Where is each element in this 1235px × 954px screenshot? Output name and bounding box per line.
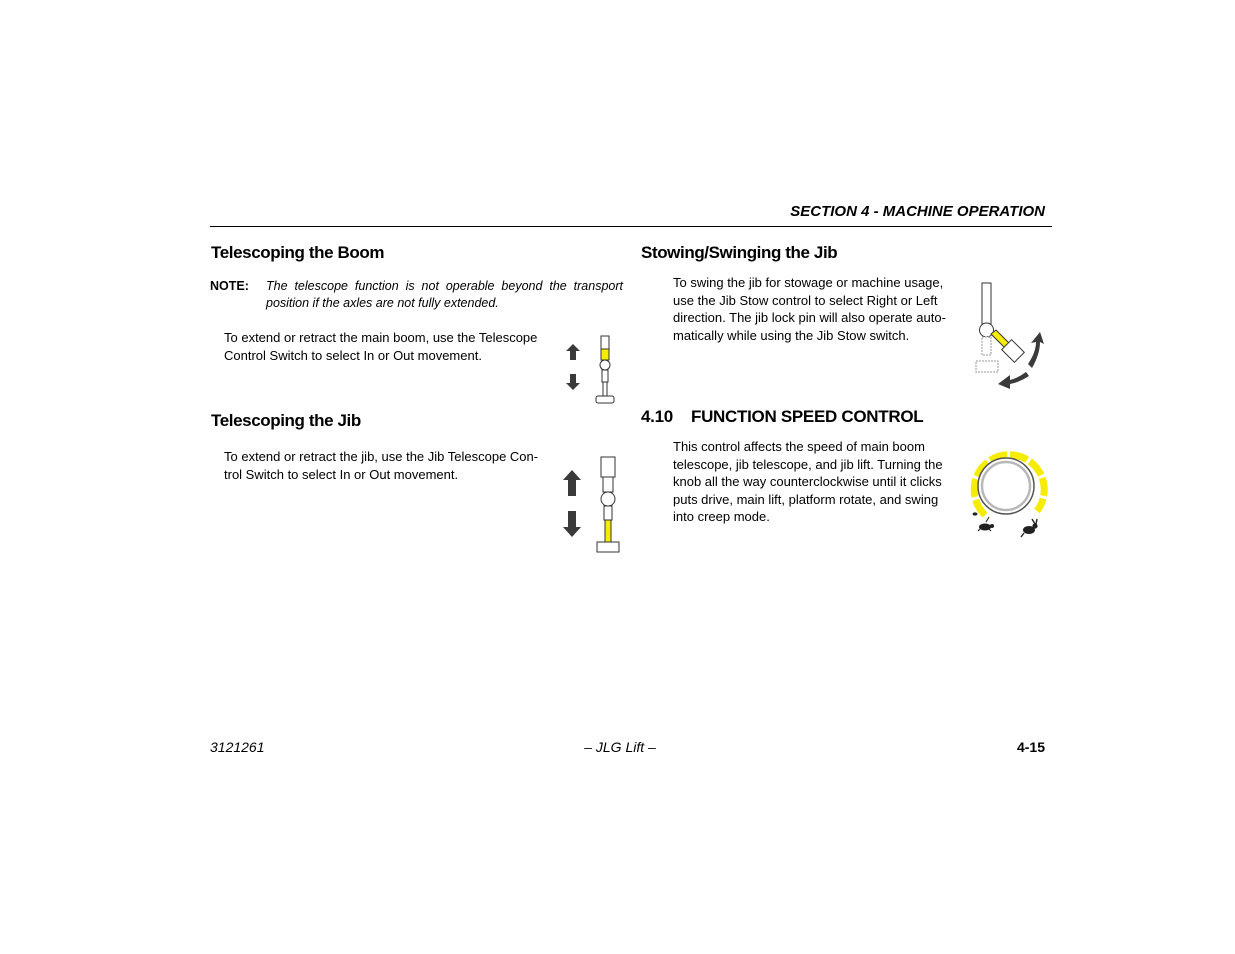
section-header: SECTION 4 - MACHINE OPERATION <box>790 203 1045 220</box>
paragraph-line: telescope, jib telescope, and jib lift. Turning the <box>673 456 943 472</box>
section-number: 4.10 <box>641 407 673 426</box>
header-rule <box>210 226 1052 227</box>
note-text: The telescope function is not operable beyond the transport position if the axles are not fully extended. <box>266 279 623 310</box>
paragraph-telescoping-jib <box>224 448 538 483</box>
paragraph-line: Control Switch to select In or Out movement. <box>224 347 482 363</box>
paragraph-line: To extend or retract the jib, use the Jib Telescope Con- <box>224 449 539 464</box>
footer-center-text: – JLG Lift – <box>584 739 656 755</box>
paragraph-line: direction. The jib lock pin will also operate auto- <box>673 310 946 325</box>
boom-telescope-switch-icon <box>560 332 630 407</box>
paragraph-line: This control affects the speed of main boom <box>673 439 925 454</box>
rabbit-icon <box>1021 519 1038 537</box>
footer-page-number: 4-15 <box>1016 739 1045 755</box>
paragraph-line: To extend or retract the main boom, use the Telescope <box>224 330 538 345</box>
paragraph-function-speed <box>673 438 943 526</box>
note-label: NOTE: <box>210 279 249 293</box>
paragraph-stowing-jib <box>673 274 946 344</box>
paragraph-telescoping-boom <box>224 329 537 364</box>
paragraph-line: knob all the way counterclockwise until it clicks <box>673 474 942 489</box>
heading-telescoping-jib: Telescoping the Jib <box>211 411 361 430</box>
speed-knob-icon <box>965 445 1055 540</box>
paragraph-line: puts drive, main lift, platform rotate, and swing <box>673 491 939 507</box>
heading-telescoping-boom: Telescoping the Boom <box>211 243 385 262</box>
paragraph-line: matically while using the Jib Stow switch. <box>673 327 910 343</box>
jib-telescope-switch-icon <box>560 452 630 557</box>
paragraph-line: into creep mode. <box>673 509 770 524</box>
paragraph-line: use the Jib Stow control to select Right or Left <box>673 292 938 308</box>
paragraph-line: To swing the jib for stowage or machine usage, <box>673 275 944 290</box>
heading-stowing-jib: Stowing/Swinging the Jib <box>641 243 838 262</box>
paragraph-line: trol Switch to select In or Out movement. <box>224 466 459 482</box>
jib-stow-switch-icon <box>970 278 1055 393</box>
heading-function-speed <box>641 407 923 427</box>
footer-doc-number: 3121261 <box>210 739 265 755</box>
section-title: FUNCTION SPEED CONTROL <box>691 407 924 426</box>
